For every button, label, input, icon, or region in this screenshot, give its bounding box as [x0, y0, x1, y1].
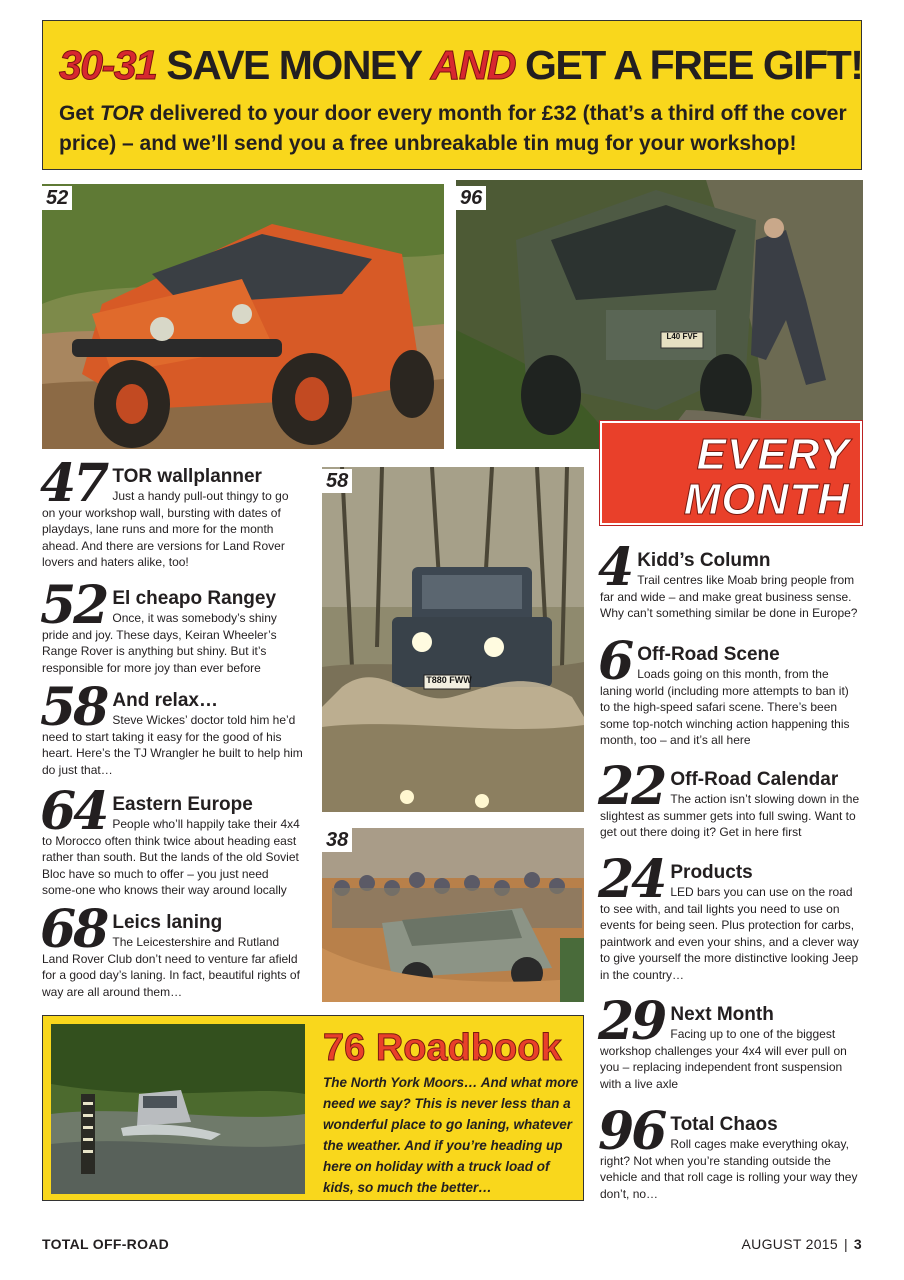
article-body: The Leicestershire and Rutland Land Rover Club don’t need to venture far afield for a good day’s laning. In fact, beautiful rights of way are all around them…: [42, 935, 300, 999]
article-58: [40, 677, 304, 778]
article-title: Next Month: [670, 1004, 774, 1025]
footer-page-number: 3: [853, 1236, 862, 1252]
banner-sub-rest: delivered to your door every month for £32 (that’s a third off the cover price) – and we’ll send you a free unbreakable tin mug for your workshop!: [59, 102, 847, 155]
roadbook-body: The North York Moors… And what more need we say? This is never less than a wonderful place to go laning, whatever the weather. And if you’re heading up here on holiday with a truck load of kids, so much the better…: [323, 1075, 579, 1195]
article-page-number: 4: [598, 537, 632, 598]
banner-sub-start: Get: [59, 102, 100, 125]
footer-date-page: [742, 1236, 862, 1252]
article-body: Just a handy pull-out thingy to go on your workshop wall, bursting with dates of playdays, lane runs and more for the month ahead. And there are versions for Land Rover lovers and haters alike, too!: [42, 489, 289, 569]
article-body: Steve Wickes’ doctor told him he’d need to start taking it easy for the good of his heart. Here’s the TJ Wrangler he built to help him do just that…: [42, 713, 303, 777]
article-title: Off-Road Calendar: [670, 769, 839, 790]
footer-separator: |: [843, 1236, 848, 1252]
article-body: Loads going on this month, from the laning world (including more attempts to ban it) to the high-speed safari scene. There’s been some top-notch winching action happening this month, too – and it’s all here: [600, 667, 850, 747]
article-page-number: 68: [40, 899, 107, 960]
roadbook-title: 76 Roadbook: [323, 1027, 562, 1069]
article-4: [598, 537, 862, 622]
article-64: [40, 781, 304, 899]
article-page-number: 58: [40, 677, 107, 738]
article-body: Roll cages make everything okay, right? Not when you’re standing outside the vehicle and that roll cage is rolling your way they don’t, no…: [600, 1137, 858, 1201]
article-title: Kidd’s Column: [637, 550, 771, 571]
article-title: Products: [670, 862, 753, 883]
photo-page-number: 52: [42, 186, 72, 210]
banner-page-numbers: 30-31: [59, 42, 157, 88]
article-page-number: 96: [598, 1101, 665, 1162]
article-body: Facing up to one of the biggest workshop challenges your 4x4 will ever pull on you – replacing independent front suspension with a live axle: [600, 1027, 847, 1091]
article-6: [598, 631, 862, 749]
banner-head-gift: GET A FREE GIFT!: [525, 42, 863, 88]
article-page-number: 52: [40, 575, 107, 636]
article-96: [598, 1101, 862, 1202]
article-page-number: 22: [598, 756, 665, 817]
article-page-number: 29: [598, 991, 665, 1052]
article-29: [598, 991, 862, 1092]
photo-orange-range-rover: [42, 184, 444, 449]
article-body: LED bars you can use on the road to see with, and tail lights you need to use on events for being seen. Plus protection for carbs, paintwork and even your shins, and a clever way to give yourself the more distinctive looking Jeep in the country…: [600, 885, 859, 982]
article-24: [598, 849, 862, 983]
banner-subtext: [59, 99, 859, 159]
banner-headline: [59, 43, 862, 87]
photo-green-defender: [456, 180, 863, 449]
article-page-number: 24: [598, 849, 665, 910]
article-52: [40, 575, 304, 676]
article-title: Off-Road Scene: [637, 644, 780, 665]
article-title: El cheapo Rangey: [112, 588, 277, 609]
photo-jeep-water-splash: [322, 467, 584, 812]
article-22: [598, 756, 862, 841]
photo-page-number: 58: [322, 469, 352, 493]
article-page-number: 6: [598, 631, 632, 692]
article-body: Trail centres like Moab bring people from far and wide – and make great business sense. Why can’t something similar be done in Europe?: [600, 573, 858, 620]
article-title: And relax…: [112, 690, 218, 711]
photo-ford-crossing: [51, 1024, 305, 1194]
article-68: [40, 899, 304, 1000]
every-month-line2: MONTH: [683, 475, 850, 524]
roadbook-feature: [42, 1015, 584, 1201]
article-title: TOR wallplanner: [112, 466, 262, 487]
article-title: Leics laning: [112, 912, 223, 933]
banner-head-and: AND: [430, 42, 516, 88]
article-title: Eastern Europe: [112, 794, 253, 815]
photo-buggy-crowd: [322, 828, 584, 1002]
every-month-badge: [600, 421, 862, 525]
article-page-number: 47: [40, 453, 107, 514]
article-page-number: 64: [40, 781, 107, 842]
photo-page-number: 38: [322, 828, 352, 852]
article-title: Total Chaos: [670, 1114, 778, 1135]
banner-sub-tor: TOR: [99, 102, 144, 125]
defender-number-plate: L40 FVF: [666, 332, 698, 341]
article-body: Once, it was somebody’s shiny pride and joy. These days, Keiran Wheeler’s Range Rover is anything but shiny. But it’s responsible for more joy than ever before: [42, 611, 277, 675]
every-month-line1: EVERY: [696, 430, 850, 479]
article-47: [40, 453, 304, 571]
footer-date: AUGUST 2015: [741, 1236, 838, 1252]
jeep-number-plate: T880 FWW: [426, 675, 472, 685]
article-body: People who’ll happily take their 4x4 to Morocco often think twice about heading east rather than south. But the lands of the old Soviet Bloc have so much to offer – you just need some-one who knows their way around locally: [42, 817, 300, 897]
photo-page-number: 96: [456, 186, 486, 210]
banner-head-save: SAVE MONEY: [166, 42, 421, 88]
footer-magazine-name: TOTAL OFF-ROAD: [42, 1236, 170, 1252]
article-body: The action isn’t slowing down in the slightest as summer gets into full swing. Want to get out there doing it? Get in here first: [600, 792, 860, 839]
subscription-banner: [42, 20, 862, 170]
